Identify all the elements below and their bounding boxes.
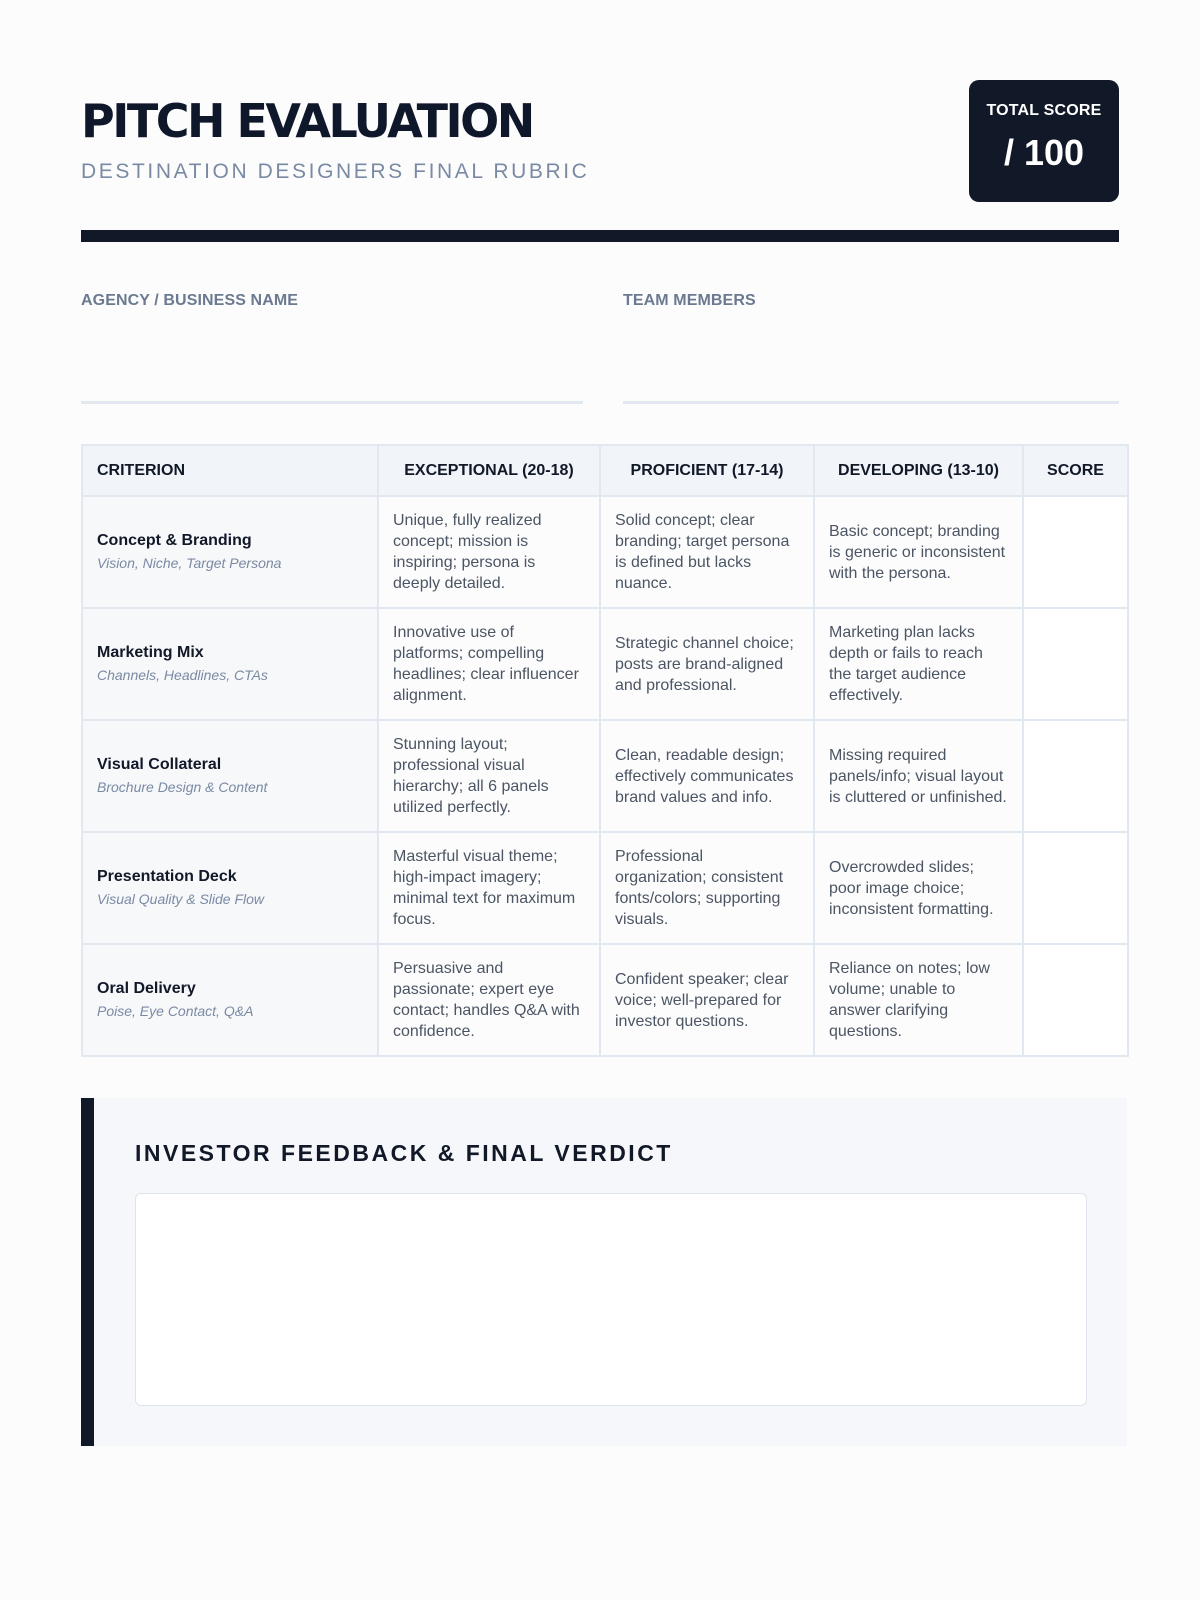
- score-cell[interactable]: [1023, 944, 1128, 1056]
- criterion-cell: [82, 608, 378, 720]
- page-title: PITCH EVALUATION: [81, 94, 533, 148]
- criterion-cell: [82, 720, 378, 832]
- table-header-row: [82, 445, 1128, 496]
- developing-cell: Missing required panels/info; visual layout is cluttered or unfinished.: [814, 720, 1023, 832]
- table-row: [82, 832, 1128, 944]
- exceptional-cell: Innovative use of platforms; compelling headlines; clear influencer alignment.: [378, 608, 600, 720]
- team-label: TEAM MEMBERS: [623, 292, 756, 309]
- rubric-table: [81, 444, 1129, 1057]
- column-header-exceptional: EXCEPTIONAL (20-18): [378, 445, 600, 496]
- developing-cell: Basic concept; branding is generic or inconsistent with the persona.: [814, 496, 1023, 608]
- table-row: [82, 720, 1128, 832]
- score-cell[interactable]: [1023, 608, 1128, 720]
- developing-cell: Overcrowded slides; poor image choice; inconsistent formatting.: [814, 832, 1023, 944]
- score-cell[interactable]: [1023, 832, 1128, 944]
- column-header-developing: DEVELOPING (13-10): [814, 445, 1023, 496]
- criterion-subtitle: Channels, Headlines, CTAs: [97, 667, 268, 683]
- criterion-name: Concept & Branding: [97, 532, 252, 549]
- exceptional-cell: Persuasive and passionate; expert eye contact; handles Q&A with confidence.: [378, 944, 600, 1056]
- criterion-cell: [82, 832, 378, 944]
- score-cell[interactable]: [1023, 720, 1128, 832]
- header-divider: [81, 230, 1119, 242]
- total-score-box: [969, 80, 1119, 202]
- criterion-cell: [82, 944, 378, 1056]
- criterion-name: Marketing Mix: [97, 644, 204, 661]
- team-underline: [623, 401, 1119, 404]
- score-cell[interactable]: [1023, 496, 1128, 608]
- team-field[interactable]: [623, 292, 1119, 404]
- criterion-name: Oral Delivery: [97, 980, 196, 997]
- table-row: [82, 496, 1128, 608]
- feedback-title: INVESTOR FEEDBACK & FINAL VERDICT: [135, 1140, 673, 1166]
- criterion-cell: [82, 496, 378, 608]
- proficient-cell: Professional organization; consistent fonts/colors; supporting visuals.: [600, 832, 814, 944]
- proficient-cell: Clean, readable design; effectively communicates brand values and info.: [600, 720, 814, 832]
- developing-cell: Reliance on notes; low volume; unable to answer clarifying questions.: [814, 944, 1023, 1056]
- column-header-score: SCORE: [1023, 445, 1128, 496]
- agency-field[interactable]: [81, 292, 583, 404]
- column-header-proficient: PROFICIENT (17-14): [600, 445, 814, 496]
- column-header-criterion: CRITERION: [82, 445, 378, 496]
- exceptional-cell: Stunning layout; professional visual hierarchy; all 6 panels utilized perfectly.: [378, 720, 600, 832]
- proficient-cell: Confident speaker; clear voice; well-prepared for investor questions.: [600, 944, 814, 1056]
- header: [81, 80, 1119, 242]
- agency-underline: [81, 401, 583, 404]
- developing-cell: Marketing plan lacks depth or fails to reach the target audience effectively.: [814, 608, 1023, 720]
- feedback-section: [81, 1098, 1127, 1446]
- criterion-name: Presentation Deck: [97, 868, 237, 885]
- criterion-subtitle: Vision, Niche, Target Persona: [97, 555, 282, 571]
- agency-label: AGENCY / BUSINESS NAME: [81, 292, 299, 309]
- info-fields: [81, 292, 1119, 404]
- criterion-subtitle: Visual Quality & Slide Flow: [97, 891, 265, 907]
- criterion-subtitle: Poise, Eye Contact, Q&A: [97, 1003, 254, 1019]
- table-row: [82, 608, 1128, 720]
- total-score-value: / 100: [1003, 132, 1085, 173]
- table-row: [82, 944, 1128, 1056]
- total-score-label: TOTAL SCORE: [986, 102, 1102, 119]
- page-subtitle: DESTINATION DESIGNERS FINAL RUBRIC: [81, 160, 590, 183]
- exceptional-cell: Unique, fully realized concept; mission is inspiring; persona is deeply detailed.: [378, 496, 600, 608]
- proficient-cell: Strategic channel choice; posts are brand-aligned and professional.: [600, 608, 814, 720]
- criterion-name: Visual Collateral: [97, 756, 222, 773]
- proficient-cell: Solid concept; clear branding; target persona is defined but lacks nuance.: [600, 496, 814, 608]
- feedback-textarea[interactable]: [135, 1193, 1087, 1406]
- exceptional-cell: Masterful visual theme; high-impact imagery; minimal text for maximum focus.: [378, 832, 600, 944]
- criterion-subtitle: Brochure Design & Content: [97, 779, 268, 795]
